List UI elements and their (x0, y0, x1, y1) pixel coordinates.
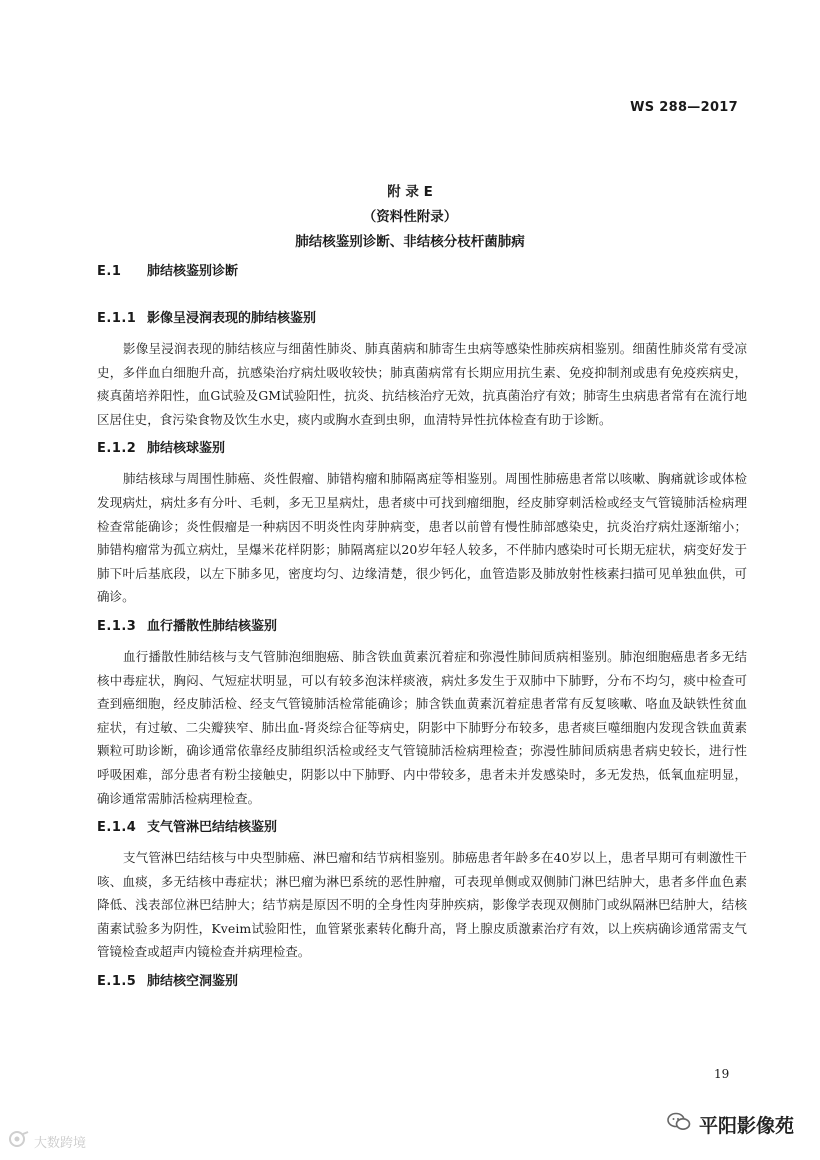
watermark-left (8, 1130, 86, 1152)
section-title: 肺结核球鉴别 (147, 441, 226, 457)
section-number: E.1.4 (97, 820, 137, 836)
section-number: E.1.5 (97, 974, 137, 990)
section-number: E.1 (97, 264, 122, 279)
section-title: 支气管淋巴结结核鉴别 (147, 820, 278, 836)
watermark-right (667, 1111, 794, 1138)
section-heading-e1-5 (97, 972, 747, 992)
section-number: E.1.2 (97, 441, 137, 457)
watermark-logo-icon (8, 1130, 30, 1152)
section-heading-e1 (97, 262, 747, 282)
watermark-left-text: 大数跨境 (34, 1135, 87, 1151)
appendix-title: 肺结核鉴别诊断、非结核分枝杆菌肺病 (295, 234, 525, 250)
appendix-heading (0, 180, 820, 255)
section-number: E.1.3 (97, 618, 137, 634)
section-title: 血行播散性肺结核鉴别 (147, 618, 278, 634)
paragraph-e1-1: 影像呈浸润表现的肺结核应与细菌性肺炎、肺真菌病和肺寄生虫病等感染性肺疾病相鉴别。细菌性肺炎常有受凉史，多伴血白细胞升高，抗感染治疗病灶吸收较快；肺真菌病常有长期应用抗生素、免疫抑制剂或患有免疫疾病史，痰真菌培养阳性，血G试验及GM试验阳性，抗炎、抗结核治疗无效，抗真菌治疗有效；肺寄生虫病患者常有在流行地区居住史，食污染食物及饮生水史，痰内或胸水查到虫卵，血清特异性抗体检查有助于诊断。 (97, 341, 747, 427)
appendix-label: 附 录 E (387, 184, 433, 200)
section-heading-e1-2 (97, 439, 747, 459)
section-title: 肺结核鉴别诊断 (147, 264, 239, 279)
appendix-type: （资料性附录） (362, 209, 458, 225)
document-body (97, 262, 747, 1000)
section-title: 影像呈浸润表现的肺结核鉴别 (147, 311, 317, 326)
paragraph-e1-4: 支气管淋巴结结核与中央型肺癌、淋巴瘤和结节病相鉴别。肺癌患者年龄多在40岁以上，患者早期可有刺激性干咳、血痰，多无结核中毒症状；淋巴瘤为淋巴系统的恶性肿瘤，可表现单侧或双侧肺门淋巴结肿大，患者多伴血色素降低、浅表部位淋巴结肿大；结节病是原因不明的全身性肉芽肿疾病，影像学表现双侧肺门或纵隔淋巴结肿大，结核菌素试验多为阴性，Kveim试验阳性，血管紧张素转化酶升高，肾上腺皮质激素治疗有效，以上疾病确诊通常需支气管镜检查或超声内镜检查并病理检查。 (97, 850, 747, 960)
page-number: 19 (714, 1067, 730, 1081)
paragraph-e1-3: 血行播散性肺结核与支气管肺泡细胞癌、肺含铁血黄素沉着症和弥漫性肺间质病相鉴别。肺泡细胞癌患者多无结核中毒症状，胸闷、气短症状明显，可以有较多泡沫样痰液，病灶多发生于双肺中下肺野，分布不均匀，痰中检查可查到癌细胞，经皮肺活检、经支气管镜肺活检常能确诊；肺含铁血黄素沉着症患者常有反复咳嗽、咯血及缺铁性贫血症状，有过敏、二尖瓣狭窄、肺出血-肾炎综合征等病史，阴影中下肺野分布较多，患者痰巨噬细胞内发现含铁血黄素颗粒可助诊断，确诊通常依靠经皮肺组织活检或经支气管镜肺活检病理检查；弥漫性肺间质病患者病史较长，进行性呼吸困难，部分患者有粉尘接触史，阴影以中下肺野、内中带较多，患者未并发感染时，多无发热，低氧血症明显，确诊通常需肺活检病理检查。 (97, 648, 747, 806)
watermark-right-text: 平阳影像苑 (698, 1115, 794, 1137)
standard-code: WS 288—2017 (630, 100, 738, 115)
paragraph-e1-2: 肺结核球与周围性肺癌、炎性假瘤、肺错构瘤和肺隔离症等相鉴别。周围性肺癌患者常以咳嗽、胸痛就诊或体检发现病灶，病灶多有分叶、毛刺，多无卫星病灶，患者痰中可找到瘤细胞，经皮肺穿刺活检或经支气管镜肺活检病理检查常能确诊；炎性假瘤是一种病因不明炎性肉芽肿病变，患者以前曾有慢性肺部感染史，抗炎治疗病灶逐渐缩小；肺错构瘤常为孤立病灶，呈爆米花样阴影；肺隔离症以20岁年轻人较多，不伴肺内感染时可长期无症状，病变好发于肺下叶后基底段，以左下肺多见，密度均匀、边缘清楚，很少钙化，血管造影及肺放射性核素扫描可见单独血供，可确诊。 (97, 471, 747, 605)
section-heading-e1-1 (97, 309, 747, 329)
wechat-icon (667, 1112, 691, 1137)
section-title: 肺结核空洞鉴别 (147, 974, 239, 990)
section-heading-e1-4 (97, 818, 747, 838)
section-number: E.1.1 (97, 311, 137, 326)
section-heading-e1-3 (97, 617, 747, 637)
